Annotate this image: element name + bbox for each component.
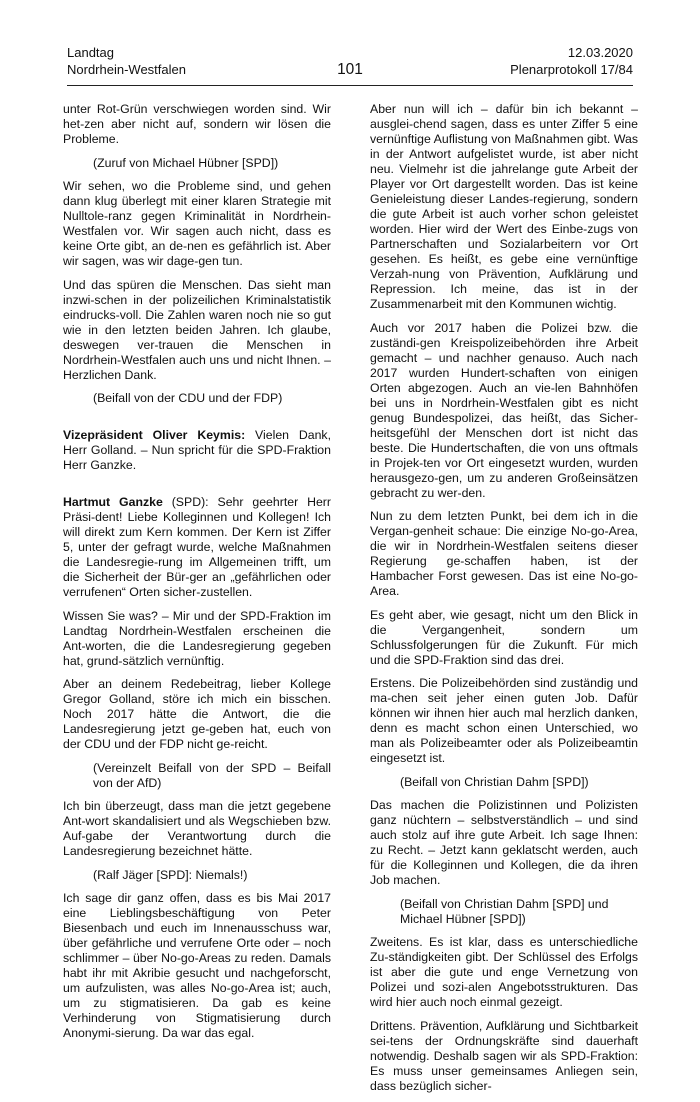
interjection: (Beifall von der CDU und der FDP) <box>93 391 283 405</box>
paragraph: Nun zu dem letzten Punkt, bei dem ich in die Vergan-genheit schaue: Die einzige No-go-Area, die wir in Nordrhein-Westfalen seitens dieser Regierung ge-schaffen haben, ist der Hambacher Forst gewesen. Das ist eine No-go-Area. <box>370 509 638 598</box>
header-divider <box>67 85 633 86</box>
paragraph: Das machen die Polizistinnen und Polizisten ganz nüchtern – selbstverständlich – und sind auch stolz auf ihre gute Arbeit. Ich sage Ihnen: zu Recht. – Jetzt kann geklatscht werden, auch für die Kolleginnen und Kollegen, die da ihren Job machen. <box>370 798 638 887</box>
paragraph: Aber an deinem Redebeitrag, lieber Kollege Gregor Golland, störe ich mich ein bisschen. Noch 2017 hätte die Antwort, die die Landesregierung jetzt ge-geben hat, euch von der CDU und der FDP nicht ge-reicht. <box>63 677 331 751</box>
speaker-paragraph <box>63 495 331 600</box>
parliament-name: Landtag <box>67 45 114 60</box>
state-name: Nordrhein-Westfalen <box>67 62 186 77</box>
paragraph: Wissen Sie was? – Mir und der SPD-Fraktion im Landtag Nordrhein-Westfalen erscheinen die Ant-worten, die die Landesregierung gegeben hat, grund-sätzlich vernünftig. <box>63 608 331 668</box>
paragraph: unter Rot-Grün verschwiegen worden sind. Wir het-zen aber nicht auf, sondern wir lösen die Probleme. <box>63 102 331 146</box>
speaker-paragraph <box>63 428 331 473</box>
paragraph: Erstens. Die Polizeibehörden sind zuständig und ma-chen seit jeher einen guten Job. Dafür können wir ihnen hier auch mal herzlich danken, denn es macht schon einen Unterschied, wo man als Polizeibeamter oder als Polizeibeamtin eingesetzt ist. <box>370 676 638 765</box>
protocol-number: Plenarprotokoll 17/84 <box>510 62 633 77</box>
paragraph: Drittens. Prävention, Aufklärung und Sichtbarkeit sei-tens der Ordnungskräfte sind dauerhaft notwendig. Deshalb sagen wir als SPD-Fraktion: Es muss unser gemeinsames Anliegen sein, dass bezüglich sicher- <box>370 1018 638 1093</box>
paragraph: Zweitens. Es ist klar, dass es unterschiedliche Zu-ständigkeiten gibt. Der Schlüssel des Erfolgs ist aber die gute und enge Vernetzung von Polizei und sozi-alen Angebotsstrukturen. Das wird hier auch noch einmal gezeigt. <box>370 935 638 1009</box>
speech-text: (SPD): Sehr geehrter Herr Präsi-dent! Liebe Kolleginnen und Kollegen! Ich will direkt zum Kern kommen. Der Kern ist Ziffer 5, unter der gefragt wurde, welche Maßnahmen die Landesregie-rung im Allgemeinen trifft, um die Sicherheit der Bür-ger an „gefährlichen oder verrufenen“ Orten sicher-zustellen. <box>63 495 331 599</box>
header-right <box>510 44 633 78</box>
paragraph: Ich sage dir ganz offen, dass es bis Mai 2017 eine Lieblingsbeschäftigung von Peter Biesenbach und euch im Innenausschuss war, über gefährliche und verrufene Orte oder – noch schlimmer – über No-go-Areas zu reden. Damals habt ihr mit Akribie gesucht und nachgeforscht, um aufzulisten, was alles No-go-Area ist; auch, um zu stigmatisieren. Da gab es keine Verhinderung von Stigmatisierung durch Anonymi-sierung. Da war das egal. <box>63 891 331 1040</box>
speech-text: Vielen Dank, Herr Golland. – Nun spricht für die SPD-Fraktion Herr Ganzke. <box>63 428 331 472</box>
interjection: (Beifall von Christian Dahm [SPD]) <box>400 774 589 789</box>
right-column <box>370 102 638 1102</box>
interjection: (Beifall von Christian Dahm [SPD] und Michael Hübner [SPD]) <box>400 896 609 926</box>
interjection: (Vereinzelt Beifall von der SPD – Beifall von der AfD) <box>93 760 331 790</box>
paragraph: Und das spüren die Menschen. Das sieht man inzwi-schen in der polizeilichen Kriminalstatistik eindrucks-voll. Die Zahlen waren noch nie so gut wie in den letzten beiden Jahren. Ich glaube, deswegen ver-trauen die Menschen in Nordrhein-Westfalen auch uns und nicht Ihnen. – Herzlichen Dank. <box>63 277 331 382</box>
paragraph: Aber nun will ich – dafür bin ich bekannt – ausglei-chend sagen, dass es unter Ziffer 5 eine vernünftige Auflistung von Maßnahmen gibt. Was in der Antwort aufgelistet wurde, ist aber nicht neu. Vielmehr ist die jahrelange gute Arbeit der Player vor Ort dargestellt worden. Das ist keine Genieleistung dieser Landes-regierung, sondern die gute Arbeit ist auch vorher schon geleistet worden. Hier wird der Wert des Einbe-zugs von Partnerschaften und Sozialarbeitern vor Ort gesehen. Es heißt, es gebe eine vernünftige Verzah-nung von Prävention, Aufklärung und Repression. Ich meine, das ist in der Zusammenarbeit mit den Kommunen wichtig. <box>370 102 638 311</box>
speaker-name: Vizepräsident Oliver Keymis: <box>63 428 246 442</box>
interjection: (Zuruf von Michael Hübner [SPD]) <box>93 155 279 170</box>
interjection: (Ralf Jäger [SPD]: Niemals!) <box>93 867 248 882</box>
session-date: 12.03.2020 <box>567 45 633 60</box>
paragraph: Ich bin überzeugt, dass man die jetzt gegebene Ant-wort skandalisiert und als Wegschieben bzw. Auf-gabe der Verantwortung durch die Landesregierung bezeichnet hätte. <box>63 799 331 858</box>
paragraph: Wir sehen, wo die Probleme sind, und gehen dann klug überlegt mit einer klaren Strategie mit Nulltole-ranz gegen Kriminalität in Nordrhein-Westfalen vor. Wir sagen auch nicht, dass es keine Orte gibt, an de-nen es gefährlich ist. Aber wir sagen, was wir dage-gen tun. <box>63 179 331 268</box>
paragraph: Auch vor 2017 haben die Polizei bzw. die zuständi-gen Kreispolizeibehörden ihre Arbeit gemacht – und nachher genauso. Auch nach 2017 wurden Hundert-schaften von einigen Orten abgezogen. Auch an vie-len Bahnhöfen bei uns in Nordrhein-Westfalen gibt es nicht genug Bundespolizei, das heißt, das Sicher-heitsgefühl der Menschen dort ist nicht das beste. Die Hundertschaften, die von uns oftmals in Projek-ten vor Ort eingesetzt wurden, wurden herausgezo-gen, um zu anderen Großeinsätzen gebracht zu wer-den. <box>370 320 638 500</box>
page-number: 101 <box>337 61 363 78</box>
left-column <box>63 102 331 1050</box>
paragraph: Es geht aber, wie gesagt, nicht um den Blick in die Vergangenheit, sondern um Schlussfolgerungen für die Zukunft. Für mich und die SPD-Fraktion sind das drei. <box>370 607 638 667</box>
speaker-name: Hartmut Ganzke <box>63 495 163 509</box>
page-header <box>67 44 633 84</box>
